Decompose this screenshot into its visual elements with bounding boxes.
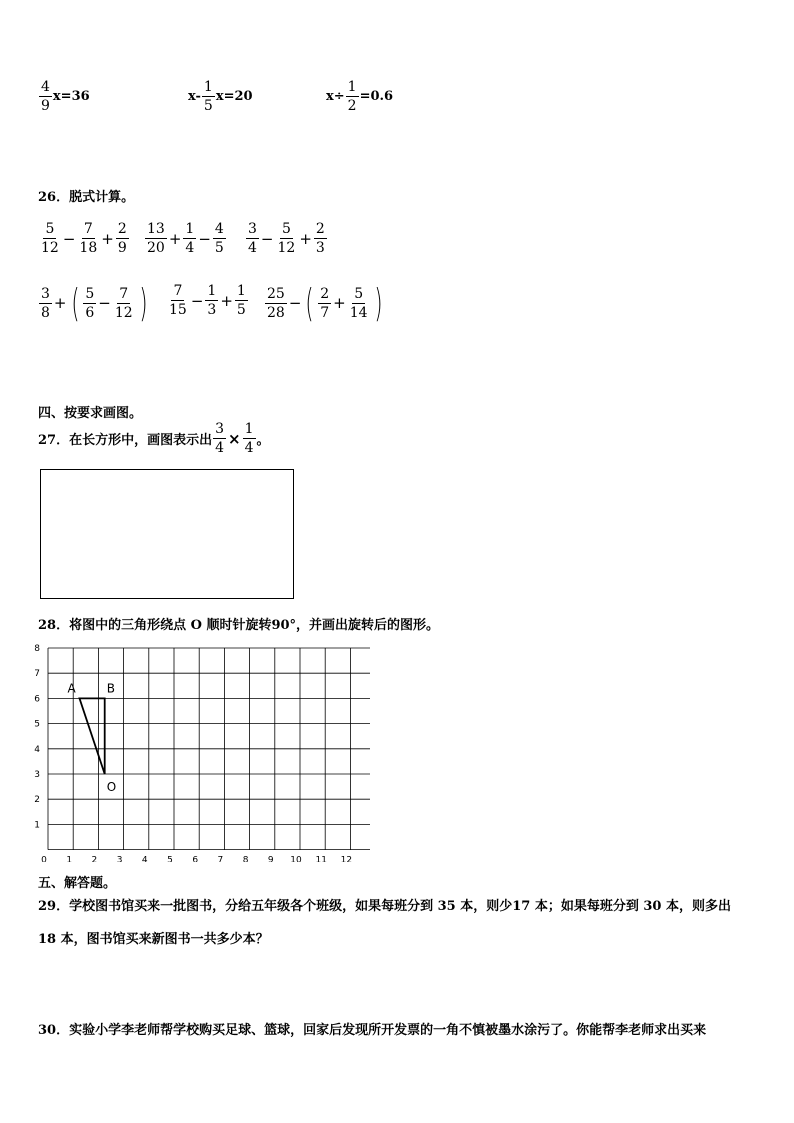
numerator: 1 [207,283,217,299]
fraction [243,422,256,455]
numerator: 3 [215,421,225,437]
numerator: 7 [83,221,93,237]
x-tick-label: 12 [340,855,353,862]
operator: − [260,229,274,248]
question-26-title: 26．脱式计算。 [38,190,135,205]
question-28-text: 28．将图中的三角形绕点 O 顺时针旋转90°，并画出旋转后的图形。 [38,618,440,633]
triangle-shape [80,698,105,774]
operator: + [53,294,67,312]
left-paren: ( [305,281,314,325]
y-tick-label: 1 [34,820,40,831]
operator: + [101,229,114,248]
expression [166,284,249,317]
y-tick-label: 6 [34,694,40,705]
question-27-text: 27．在长方形中，画图表示出 [38,433,213,448]
numerator: 3 [248,221,257,237]
section-4-title: 四、按要求画图。 [38,406,143,421]
fraction [265,287,287,320]
numerator: 4 [41,79,50,95]
denominator: 4 [185,240,195,256]
equation-2 [188,80,253,113]
equation-rest: x=36 [52,89,90,104]
operator: + [220,291,233,310]
numerator: 5 [85,285,95,302]
operator: + [168,229,182,248]
section-5-title: 五、解答题。 [38,876,117,891]
denominator: 5 [236,302,246,318]
numerator: 1 [236,283,246,299]
x-tick-label: 1 [66,855,73,862]
fraction [83,287,96,320]
denominator: 4 [244,440,254,456]
denominator: 5 [214,240,224,256]
question-29-line-1: 29．学校图书馆买来一批图书，分给五年级各个班级，如果每班分到 35 本，则少17 本；如果每班分到 30 本，则多出 [38,899,731,914]
equation-prefix: x÷ [326,89,345,104]
fraction [183,222,196,255]
denominator: 12 [277,240,296,256]
numerator: 7 [119,285,129,302]
fraction [213,222,226,255]
fraction [246,222,259,255]
expression [38,281,150,325]
fraction [116,222,129,255]
x-tick-label: 2 [91,855,98,862]
fraction [213,422,226,455]
numerator: 5 [45,221,55,237]
expression [38,222,130,255]
left-paren: ( [70,281,79,325]
right-paren: ) [138,281,148,325]
point-label-b: B [106,681,115,696]
equation-1 [38,80,90,113]
expression [144,222,227,255]
operator: − [62,229,76,248]
numerator: 2 [320,285,330,302]
fraction [145,222,167,255]
x-tick-label: 0 [41,855,47,862]
x-tick-label: 6 [192,855,199,862]
question-30-line-1: 30．实验小学李老师帮学校购买足球、篮球，回家后发现所开发票的一角不慎被墨水涂污了。你能帮李老师求出买来 [38,1023,707,1038]
denominator: 28 [267,304,285,321]
denominator: 2 [347,98,357,114]
fraction [113,287,135,320]
denominator: 4 [248,240,257,256]
fraction [235,284,248,317]
y-tick-label: 7 [34,669,40,680]
question-27-suffix: 。 [256,433,270,448]
x-tick-label: 7 [217,855,224,862]
operator: − [288,294,302,312]
numerator: 1 [185,221,195,237]
fraction [39,80,52,113]
fraction [167,284,189,317]
denominator: 5 [203,98,213,114]
fraction [205,284,218,317]
equation-prefix: x- [188,89,201,104]
numerator: 5 [354,285,364,302]
fraction [314,222,327,255]
expression [245,222,328,255]
x-tick-label: 9 [267,855,274,862]
denominator: 6 [85,304,95,321]
y-tick-label: 8 [34,644,40,654]
question-27 [38,422,270,455]
equation-3 [326,80,393,113]
expression [264,281,385,325]
denominator: 3 [315,240,325,256]
operator: − [198,229,211,248]
numerator: 4 [214,221,224,237]
operator: + [333,294,346,312]
x-tick-label: 8 [242,855,249,862]
y-tick-label: 2 [34,795,40,806]
y-tick-label: 5 [34,719,40,730]
coordinate-grid[interactable] [30,640,370,862]
fraction [276,222,298,255]
x-tick-label: 10 [290,855,302,862]
denominator: 12 [41,240,59,256]
numerator: 2 [315,221,325,237]
right-paren: ) [373,281,383,325]
fraction [346,80,359,113]
y-tick-label: 4 [34,744,40,755]
x-tick-label: 3 [116,855,123,862]
question-29-line-2: 18 本，图书馆买来新图书一共多少本？ [38,932,269,947]
fraction [202,80,215,113]
x-tick-label: 11 [315,855,327,862]
equation-rest: x=20 [215,89,253,104]
numerator: 7 [173,283,183,299]
denominator: 18 [79,240,98,256]
denominator: 14 [349,304,368,321]
fraction [348,287,370,320]
fraction [77,222,99,255]
x-axis-labels [41,856,352,862]
denominator: 12 [114,304,133,321]
denominator: 20 [147,240,165,256]
numerator: 5 [281,221,291,237]
numerator: 1 [244,421,254,437]
numerator: 2 [117,221,127,237]
point-label-a: A [67,681,76,696]
denominator: 15 [169,302,187,318]
drawing-rectangle[interactable] [40,469,294,599]
denominator: 9 [41,98,50,114]
fraction [318,287,331,320]
y-tick-label: 3 [34,770,40,780]
y-axis-labels [34,644,40,830]
denominator: 8 [41,304,50,321]
numerator: 1 [203,79,213,95]
x-tick-label: 5 [167,855,173,862]
operator: + [299,229,312,248]
operator: − [98,294,111,312]
fraction [39,222,61,255]
operator: − [190,291,204,310]
point-label-o: O [106,780,117,794]
denominator: 7 [320,304,330,321]
equation-rest: =0.6 [359,89,394,104]
x-tick-label: 4 [141,855,148,862]
numerator: 3 [41,285,50,302]
denominator: 9 [117,240,127,256]
numerator: 25 [267,285,285,302]
denominator: 4 [215,440,225,456]
times-sign: × [228,429,241,448]
fraction [39,287,52,320]
numerator: 13 [147,221,165,237]
numerator: 1 [347,79,357,95]
denominator: 3 [207,302,217,318]
